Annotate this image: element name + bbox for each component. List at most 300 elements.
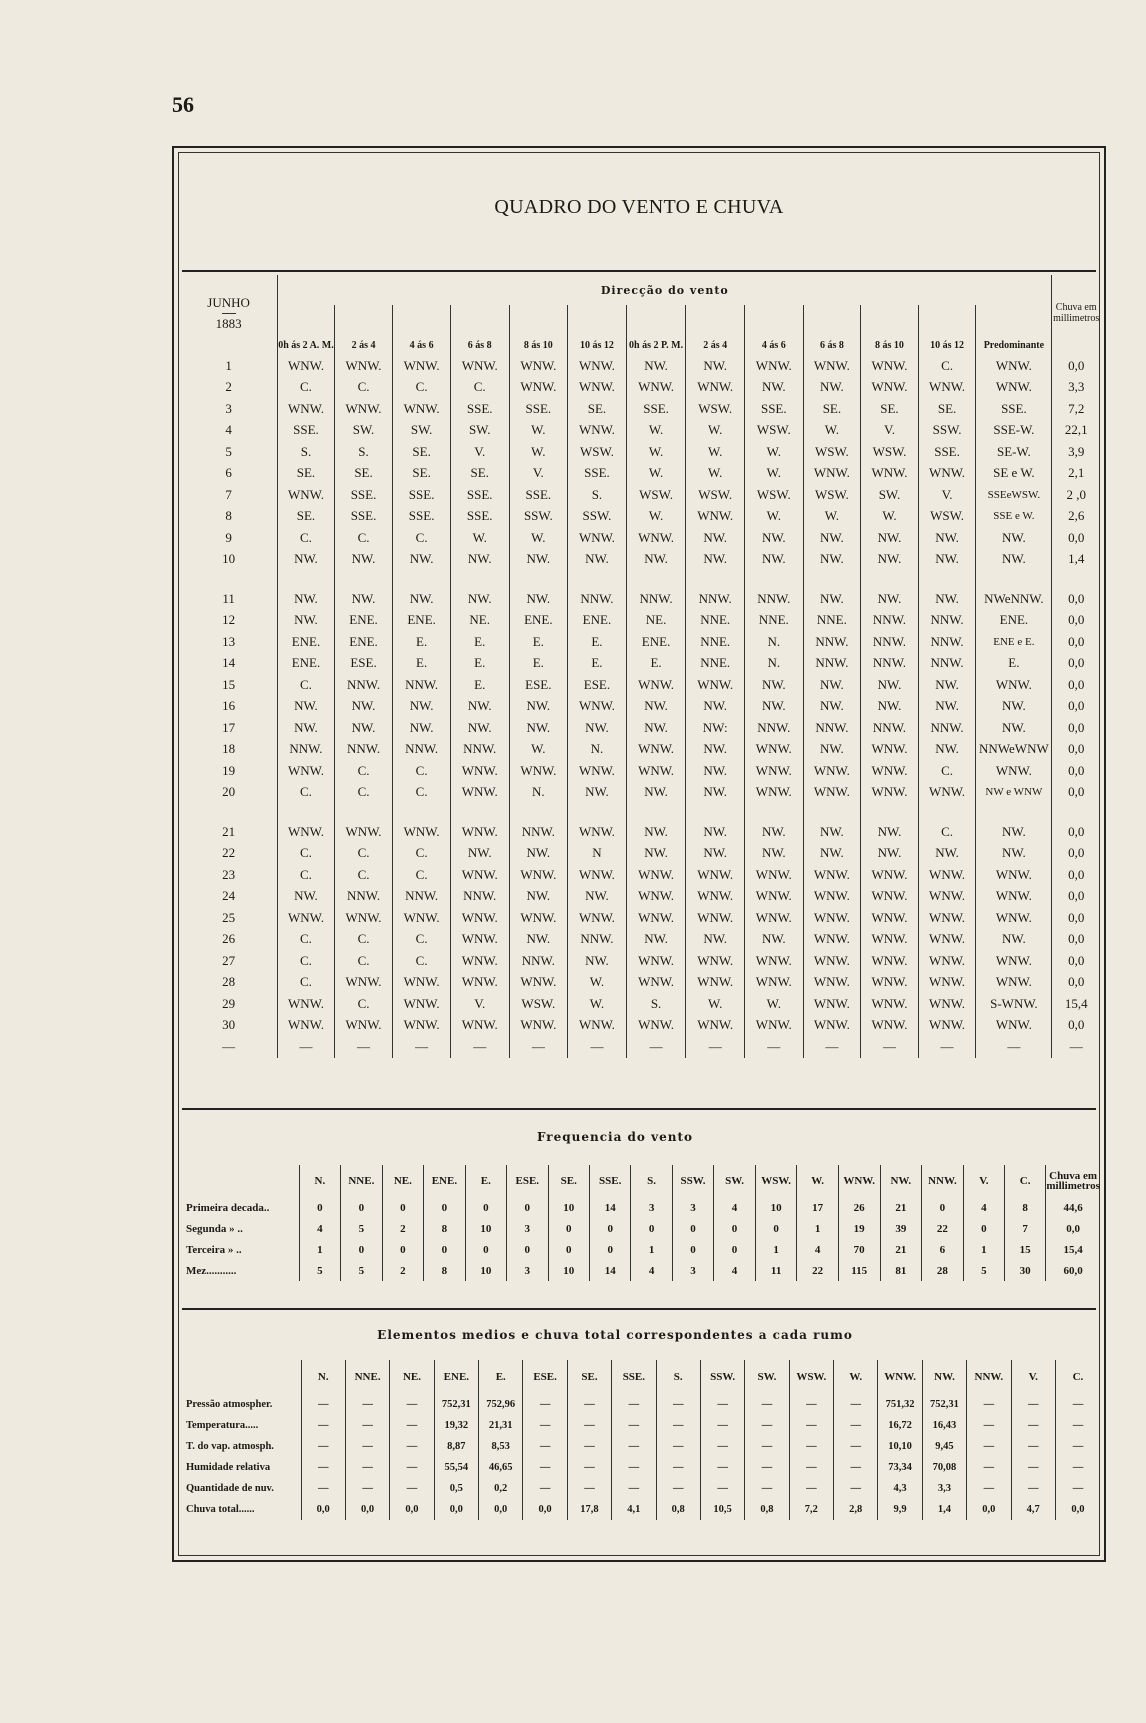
direction-cell: SE. bbox=[278, 463, 335, 485]
direction-cell: V. bbox=[450, 441, 509, 463]
direction-cell: WNW. bbox=[686, 907, 745, 929]
rain-cell: 0,0 bbox=[1052, 696, 1100, 718]
direction-cell: WSW. bbox=[745, 484, 804, 506]
direction-cell: ESE. bbox=[568, 674, 627, 696]
year-label: 1883 bbox=[215, 315, 242, 331]
rain-cell: 0,0 bbox=[1046, 1218, 1100, 1239]
direction-cell: NNW. bbox=[509, 950, 568, 972]
element-cell: 70,08 bbox=[922, 1457, 966, 1478]
time-column-header: 8 ás 10 bbox=[509, 305, 568, 355]
direction-cell: NNE. bbox=[686, 610, 745, 632]
day-cell: 29 bbox=[222, 995, 236, 1011]
direction-cell: NW. bbox=[803, 739, 861, 761]
direction-cell: NW. bbox=[509, 696, 568, 718]
direction-cell: SSE. bbox=[278, 420, 335, 442]
direction-cell: NW. bbox=[918, 527, 976, 549]
direction-cell: NW. bbox=[334, 717, 393, 739]
predominant-cell: SSE e W. bbox=[976, 506, 1052, 528]
table-row bbox=[180, 355, 1100, 377]
direction-cell: NW. bbox=[278, 610, 335, 632]
direction-cell: W. bbox=[803, 420, 861, 442]
direction-cell: WNW. bbox=[450, 864, 509, 886]
direction-cell: W. bbox=[745, 441, 804, 463]
dash-cell: — bbox=[745, 1036, 804, 1058]
row-label: Chuva total...... bbox=[186, 1504, 255, 1515]
direction-cell: E. bbox=[568, 653, 627, 675]
direction-cell: WNW. bbox=[626, 972, 686, 994]
day-cell: 19 bbox=[222, 762, 236, 778]
direction-cell: ENE. bbox=[626, 631, 686, 653]
direction-cell: NNW. bbox=[568, 588, 627, 610]
element-cell: — bbox=[967, 1478, 1011, 1499]
direction-cell: SW. bbox=[393, 420, 451, 442]
predominant-cell: SE-W. bbox=[976, 441, 1052, 463]
direction-cell: WNW. bbox=[450, 760, 509, 782]
direction-cell: C. bbox=[393, 929, 451, 951]
direction-cell: NW. bbox=[568, 782, 627, 804]
time-column-header: 4 ás 6 bbox=[393, 305, 451, 355]
direction-column-header: NNE. bbox=[341, 1165, 383, 1197]
table-row bbox=[180, 696, 1100, 718]
direction-column-header: NNW. bbox=[967, 1360, 1011, 1394]
direction-cell: NW. bbox=[686, 355, 745, 377]
element-cell: 21,31 bbox=[479, 1415, 523, 1436]
table-row bbox=[180, 760, 1100, 782]
direction-cell: WNW. bbox=[568, 864, 627, 886]
direction-cell: NW. bbox=[393, 588, 451, 610]
direction-cell: WNW. bbox=[509, 972, 568, 994]
day-cell: 25 bbox=[222, 909, 236, 925]
direction-cell: WNW. bbox=[393, 972, 451, 994]
direction-column-header: C. bbox=[1055, 1360, 1100, 1394]
frequency-cell: 4 bbox=[963, 1197, 1004, 1218]
direction-cell: WNW. bbox=[803, 993, 861, 1015]
direction-cell: W. bbox=[509, 739, 568, 761]
direction-column-header: SSW. bbox=[700, 1360, 744, 1394]
element-cell: 16,43 bbox=[922, 1415, 966, 1436]
frequency-cell: 0 bbox=[672, 1239, 714, 1260]
direction-column-header: NE. bbox=[382, 1165, 423, 1197]
day-cell: 3 bbox=[225, 400, 232, 416]
direction-cell: E. bbox=[450, 631, 509, 653]
element-cell: — bbox=[567, 1457, 611, 1478]
direction-column-header: SSE. bbox=[589, 1165, 631, 1197]
element-cell: — bbox=[390, 1457, 434, 1478]
element-cell: 7,2 bbox=[789, 1499, 833, 1520]
direction-cell: NNE. bbox=[686, 653, 745, 675]
table-row bbox=[180, 717, 1100, 739]
direction-cell: N. bbox=[745, 631, 804, 653]
direction-cell: WNW. bbox=[686, 972, 745, 994]
direction-cell: W. bbox=[686, 463, 745, 485]
rain-cell: 15,4 bbox=[1046, 1239, 1100, 1260]
direction-cell: SSE. bbox=[918, 441, 976, 463]
page-title: QUADRO DO VENTO E CHUVA bbox=[494, 196, 784, 218]
frequency-cell: 4 bbox=[299, 1218, 340, 1239]
direction-cell: WNW. bbox=[803, 950, 861, 972]
direction-cell: NW. bbox=[745, 549, 804, 571]
direction-cell: N. bbox=[509, 782, 568, 804]
direction-cell: W. bbox=[509, 441, 568, 463]
element-cell: 0,0 bbox=[967, 1499, 1011, 1520]
direction-column-header: SW. bbox=[745, 1360, 789, 1394]
element-cell: 2,8 bbox=[834, 1499, 878, 1520]
direction-cell: C. bbox=[334, 760, 393, 782]
rain-cell: 0,0 bbox=[1052, 1015, 1100, 1037]
direction-cell: WNW. bbox=[278, 1015, 335, 1037]
frequency-cell: 4 bbox=[797, 1239, 838, 1260]
direction-cell: NNW. bbox=[918, 631, 976, 653]
direction-cell: WNW. bbox=[450, 1015, 509, 1037]
row-label: Quantidade de nuv. bbox=[186, 1483, 274, 1494]
direction-cell: WNW. bbox=[393, 821, 451, 843]
rain-cell: 2,6 bbox=[1052, 506, 1100, 528]
direction-cell: WNW. bbox=[393, 1015, 451, 1037]
main-divider bbox=[182, 1108, 1096, 1110]
frequency-cell: 21 bbox=[880, 1239, 922, 1260]
direction-cell: NW. bbox=[861, 674, 919, 696]
predominant-cell: NW. bbox=[976, 696, 1052, 718]
direction-column-header: S. bbox=[631, 1165, 672, 1197]
frequency-cell: 115 bbox=[838, 1260, 880, 1281]
table-row bbox=[180, 588, 1100, 610]
dash-cell: — bbox=[393, 1036, 451, 1058]
predominant-cell: SSEeWSW. bbox=[976, 484, 1052, 506]
direction-cell: C. bbox=[393, 760, 451, 782]
predominant-cell: ENE e E. bbox=[976, 631, 1052, 653]
element-cell: — bbox=[390, 1436, 434, 1457]
element-cell: — bbox=[567, 1436, 611, 1457]
direction-cell: C. bbox=[334, 950, 393, 972]
direction-cell: NW. bbox=[626, 549, 686, 571]
table-row bbox=[180, 1218, 1100, 1239]
wind-direction-table bbox=[180, 275, 1100, 1058]
direction-cell: SE. bbox=[918, 398, 976, 420]
table-row bbox=[180, 653, 1100, 675]
direction-cell: NW. bbox=[803, 527, 861, 549]
element-cell: — bbox=[834, 1415, 878, 1436]
day-cell: 26 bbox=[222, 931, 236, 947]
direction-cell: NE. bbox=[626, 610, 686, 632]
table-row bbox=[180, 782, 1100, 804]
rain-cell: 0,0 bbox=[1052, 674, 1100, 696]
frequency-cell: 0 bbox=[341, 1239, 383, 1260]
direction-cell: NW. bbox=[334, 549, 393, 571]
day-cell: 11 bbox=[222, 590, 235, 606]
element-cell: — bbox=[700, 1436, 744, 1457]
element-cell: — bbox=[656, 1457, 700, 1478]
direction-cell: WNW. bbox=[745, 950, 804, 972]
element-cell: 0,2 bbox=[479, 1478, 523, 1499]
frequency-cell: 0 bbox=[922, 1197, 964, 1218]
direction-cell: C. bbox=[278, 864, 335, 886]
frequency-cell: 4 bbox=[631, 1260, 672, 1281]
direction-cell: WNW. bbox=[918, 950, 976, 972]
element-cell: 4,7 bbox=[1011, 1499, 1055, 1520]
rain-cell: 1,4 bbox=[1052, 549, 1100, 571]
direction-cell: C. bbox=[393, 377, 451, 399]
element-cell: — bbox=[967, 1415, 1011, 1436]
predominant-cell: WNW. bbox=[976, 674, 1052, 696]
direction-cell: WNW. bbox=[278, 907, 335, 929]
direction-cell: WNW. bbox=[568, 377, 627, 399]
direction-cell: W. bbox=[568, 993, 627, 1015]
direction-cell: WNW. bbox=[861, 993, 919, 1015]
frequency-cell: 1 bbox=[755, 1239, 797, 1260]
frequency-table bbox=[180, 1165, 1100, 1281]
element-cell: — bbox=[834, 1478, 878, 1499]
frequency-cell: 5 bbox=[963, 1260, 1004, 1281]
table-row bbox=[180, 821, 1100, 843]
predominant-cell: E. bbox=[976, 653, 1052, 675]
direction-cell: NNW. bbox=[278, 739, 335, 761]
direction-cell: ENE. bbox=[278, 631, 335, 653]
direction-cell: NNW. bbox=[334, 674, 393, 696]
direction-cell: NNW. bbox=[450, 886, 509, 908]
page-number: 56 bbox=[172, 92, 194, 117]
direction-cell: WNW. bbox=[568, 821, 627, 843]
element-cell: — bbox=[1055, 1415, 1100, 1436]
day-cell: 4 bbox=[225, 422, 232, 438]
element-cell: 73,34 bbox=[878, 1457, 922, 1478]
direction-cell: E. bbox=[568, 631, 627, 653]
day-cell: 1 bbox=[225, 357, 232, 373]
direction-cell: WNW. bbox=[568, 527, 627, 549]
frequency-cell: 0 bbox=[963, 1218, 1004, 1239]
table-row bbox=[180, 843, 1100, 865]
day-cell: 27 bbox=[222, 952, 236, 968]
frequency-cell: 14 bbox=[589, 1260, 631, 1281]
frequency-cell: 19 bbox=[838, 1218, 880, 1239]
table-row bbox=[180, 972, 1100, 994]
element-cell: — bbox=[345, 1415, 389, 1436]
direction-cell: NW. bbox=[278, 717, 335, 739]
direction-cell: C. bbox=[278, 377, 335, 399]
dash-cell: — bbox=[686, 1036, 745, 1058]
direction-cell: V. bbox=[450, 993, 509, 1015]
element-cell: — bbox=[1055, 1478, 1100, 1499]
element-cell: — bbox=[1011, 1457, 1055, 1478]
element-cell: — bbox=[656, 1436, 700, 1457]
direction-cell: V. bbox=[509, 463, 568, 485]
direction-cell: ESE. bbox=[334, 653, 393, 675]
direction-cell: C. bbox=[393, 527, 451, 549]
direction-cell: WNW. bbox=[918, 993, 976, 1015]
direction-cell: C. bbox=[918, 355, 976, 377]
table-row bbox=[180, 1197, 1100, 1218]
direction-cell: W. bbox=[568, 972, 627, 994]
frequency-cell: 10 bbox=[465, 1218, 506, 1239]
direction-column-header: SSW. bbox=[672, 1165, 714, 1197]
day-cell: 16 bbox=[222, 698, 236, 714]
direction-cell: NW. bbox=[745, 377, 804, 399]
direction-cell: NW. bbox=[450, 588, 509, 610]
direction-cell: SSE. bbox=[334, 484, 393, 506]
direction-cell: WNW. bbox=[626, 1015, 686, 1037]
direction-cell: NW. bbox=[509, 843, 568, 865]
direction-column-header: S. bbox=[656, 1360, 700, 1394]
rain-cell: 0,0 bbox=[1052, 886, 1100, 908]
direction-cell: NW. bbox=[568, 950, 627, 972]
direction-cell: NW. bbox=[803, 588, 861, 610]
direction-cell: NW. bbox=[686, 821, 745, 843]
direction-cell: NW. bbox=[686, 760, 745, 782]
time-column-header: 2 ás 4 bbox=[334, 305, 393, 355]
frequency-cell: 5 bbox=[341, 1218, 383, 1239]
frequency-cell: 10 bbox=[465, 1260, 506, 1281]
frequency-cell: 17 bbox=[797, 1197, 838, 1218]
table-row bbox=[180, 950, 1100, 972]
direction-cell: WNW. bbox=[803, 929, 861, 951]
direction-column-header: NW. bbox=[922, 1360, 966, 1394]
direction-cell: SSW. bbox=[509, 506, 568, 528]
element-cell: — bbox=[700, 1415, 744, 1436]
frequency-cell: 0 bbox=[506, 1197, 548, 1218]
element-cell: 3,3 bbox=[922, 1478, 966, 1499]
direction-cell: WNW. bbox=[334, 1015, 393, 1037]
direction-cell: NW. bbox=[803, 696, 861, 718]
direction-column-header: ENE. bbox=[424, 1165, 466, 1197]
dash-cell: — bbox=[861, 1036, 919, 1058]
element-cell: — bbox=[745, 1457, 789, 1478]
day-cell: 30 bbox=[222, 1017, 236, 1033]
direction-cell: C. bbox=[278, 527, 335, 549]
element-cell: — bbox=[612, 1436, 656, 1457]
direction-cell: W. bbox=[626, 463, 686, 485]
element-cell: — bbox=[700, 1457, 744, 1478]
element-cell: — bbox=[390, 1415, 434, 1436]
direction-cell: NW. bbox=[686, 527, 745, 549]
direction-cell: WSW. bbox=[918, 506, 976, 528]
predominant-cell: WNW. bbox=[976, 950, 1052, 972]
element-cell: 752,96 bbox=[479, 1394, 523, 1415]
direction-cell: SSE. bbox=[393, 506, 451, 528]
direction-cell: ESE. bbox=[509, 674, 568, 696]
element-cell: 46,65 bbox=[479, 1457, 523, 1478]
rain-cell: 60,0 bbox=[1046, 1260, 1100, 1281]
direction-column-header: C. bbox=[1004, 1165, 1045, 1197]
element-cell: — bbox=[1011, 1415, 1055, 1436]
table-row bbox=[180, 398, 1100, 420]
direction-cell: W. bbox=[450, 527, 509, 549]
element-cell: — bbox=[745, 1415, 789, 1436]
direction-cell: C. bbox=[278, 782, 335, 804]
element-cell: — bbox=[700, 1394, 744, 1415]
direction-cell: W. bbox=[686, 441, 745, 463]
direction-cell: E. bbox=[393, 653, 451, 675]
label-header bbox=[180, 1360, 301, 1394]
frequency-cell: 5 bbox=[299, 1260, 340, 1281]
time-column-header: 10 ás 12 bbox=[568, 305, 627, 355]
direction-cell: WNW. bbox=[626, 760, 686, 782]
direction-cell: SSE. bbox=[626, 398, 686, 420]
direction-cell: NW. bbox=[626, 821, 686, 843]
direction-column-header: WSW. bbox=[755, 1165, 797, 1197]
direction-cell: NW. bbox=[626, 843, 686, 865]
direction-cell: C. bbox=[393, 782, 451, 804]
element-cell: 4,1 bbox=[612, 1499, 656, 1520]
decade-gap bbox=[180, 803, 1100, 821]
direction-cell: W. bbox=[686, 993, 745, 1015]
direction-cell: WSW. bbox=[686, 484, 745, 506]
direction-cell: WNW. bbox=[334, 398, 393, 420]
direction-cell: WNW. bbox=[334, 907, 393, 929]
direction-cell: E. bbox=[509, 653, 568, 675]
dash-row bbox=[180, 1036, 1100, 1058]
frequency-cell: 10 bbox=[755, 1197, 797, 1218]
direction-cell: NNW. bbox=[393, 886, 451, 908]
frequency-cell: 7 bbox=[1004, 1218, 1045, 1239]
direction-cell: N bbox=[568, 843, 627, 865]
direction-cell: WNW. bbox=[278, 760, 335, 782]
direction-cell: NNW. bbox=[803, 653, 861, 675]
frequency-cell: 3 bbox=[672, 1197, 714, 1218]
day-cell: 13 bbox=[222, 633, 236, 649]
direction-cell: WSW. bbox=[568, 441, 627, 463]
direction-column-header: ENE. bbox=[434, 1360, 478, 1394]
direction-cell: WNW. bbox=[861, 929, 919, 951]
rain-cell: 0,0 bbox=[1052, 717, 1100, 739]
direction-cell: NW. bbox=[450, 717, 509, 739]
direction-cell: WNW. bbox=[861, 972, 919, 994]
predominant-cell: NWeNNW. bbox=[976, 588, 1052, 610]
direction-column-header: E. bbox=[479, 1360, 523, 1394]
day-cell: 22 bbox=[222, 845, 236, 861]
element-cell: — bbox=[345, 1457, 389, 1478]
predominant-cell: WNW. bbox=[976, 864, 1052, 886]
direction-cell: WNW. bbox=[745, 355, 804, 377]
direction-cell: SW. bbox=[450, 420, 509, 442]
element-cell: — bbox=[745, 1478, 789, 1499]
direction-cell: WSW. bbox=[626, 484, 686, 506]
direction-cell: WNW. bbox=[918, 1015, 976, 1037]
rain-header: Chuva em millimetros bbox=[1052, 275, 1100, 355]
table-row bbox=[180, 631, 1100, 653]
direction-column-header: NW. bbox=[880, 1165, 922, 1197]
direction-cell: NW. bbox=[918, 843, 976, 865]
direction-cell: WNW. bbox=[861, 1015, 919, 1037]
frequency-cell: 0 bbox=[341, 1197, 383, 1218]
predominant-cell: WNW. bbox=[976, 377, 1052, 399]
direction-cell: NNE. bbox=[745, 610, 804, 632]
row-label: Humidade relativa bbox=[186, 1462, 271, 1473]
frequency-cell: 26 bbox=[838, 1197, 880, 1218]
day-cell: 8 bbox=[225, 508, 232, 524]
direction-cell: WNW. bbox=[450, 907, 509, 929]
frequency-cell: 4 bbox=[714, 1260, 755, 1281]
direction-column-header: N. bbox=[299, 1165, 340, 1197]
direction-cell: WNW. bbox=[450, 950, 509, 972]
predominant-cell: WNW. bbox=[976, 972, 1052, 994]
direction-cell: SE. bbox=[803, 398, 861, 420]
direction-cell: NW. bbox=[626, 717, 686, 739]
time-column-header: 4 ás 6 bbox=[745, 305, 804, 355]
direction-cell: SE. bbox=[450, 463, 509, 485]
time-column-header: 0h ás 2 A. M. bbox=[278, 305, 335, 355]
direction-column-header: NNW. bbox=[922, 1165, 964, 1197]
direction-cell: WNW. bbox=[803, 907, 861, 929]
direction-cell: WNW. bbox=[334, 821, 393, 843]
time-column-header: 6 ás 8 bbox=[803, 305, 861, 355]
decade-gap bbox=[180, 570, 1100, 588]
element-cell: 55,54 bbox=[434, 1457, 478, 1478]
table-row bbox=[180, 1415, 1100, 1436]
direction-cell: NNW. bbox=[334, 886, 393, 908]
table-row bbox=[180, 441, 1100, 463]
direction-cell: NW. bbox=[918, 696, 976, 718]
direction-cell: V. bbox=[918, 484, 976, 506]
element-cell: — bbox=[345, 1436, 389, 1457]
